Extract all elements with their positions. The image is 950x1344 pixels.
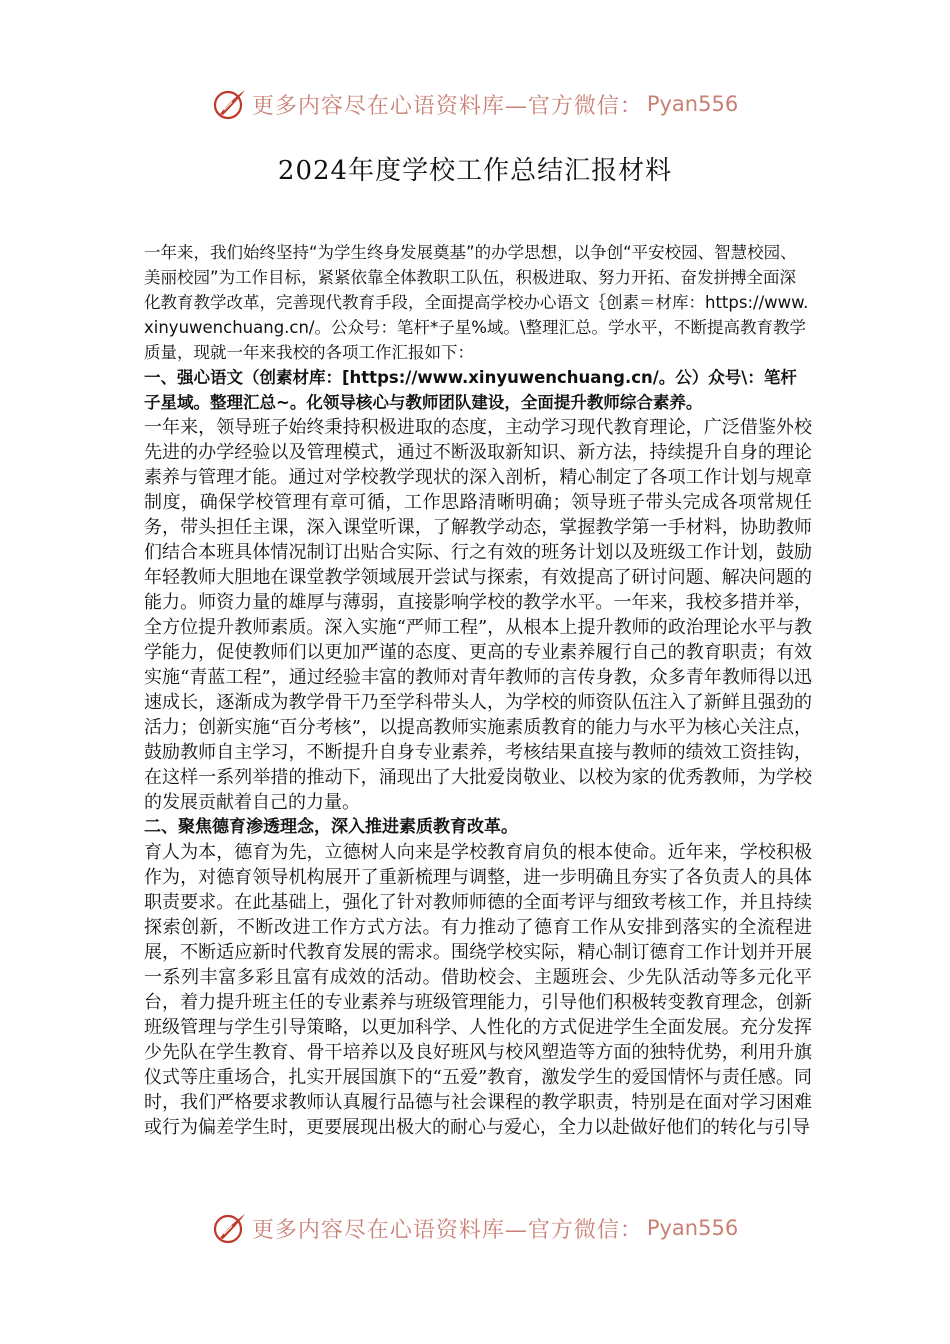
intro-paragraph: 一年来，我们始终坚持“为学生终身发展奠基”的办学思想，以争创“平安校园、智慧校园、美丽校园”为工作目标，紧紧依靠全体教职工队伍，积极进取、努力开拓、奋发拼搏全面深化教育教学改革，完善现代教育手段，全面提高学校办心语文｛创素＝材库：https://www.xinyuwenchuang.cn/。公众号：笔杆*子星%域。\整理汇总。学水平，不断提高教育教学质量，现就一年来我校的各项工作汇报如下： xyxy=(144,243,809,362)
banner-text: 更多内容尽在心语资料库—官方微信： xyxy=(251,93,643,119)
quill-pen-logo-icon xyxy=(212,86,248,122)
section-1-heading: 一、强心语文（创素材库：[https://www.xinyuwenchuang.cn/。公）众号\：笔杆子星域。整理汇总~。化领导核心与教师团队建设，全面提升教师综合素养。 xyxy=(144,368,797,412)
document-title: 2024年度学校工作总结汇报材料 xyxy=(277,156,673,186)
section-2-paragraph: 育人为本，德育为先，立德树人向来是学校教育肩负的根本使命。近年来，学校积极作为，对德育领导机构展开了重新梳理与调整，进一步明确且夯实了各负责人的具体职责要求。在此基础上，强化了针对教师师德的全面考评与细致考核工作，并且持续探索创新，不断改进工作方式方法。有力推动了德育工作从安排到落实的全流程进展，不断适应新时代教育发展的需求。围绕学校实际，精心制订德育工作计划并开展一系列丰富多彩且富有成效的活动。借助校会、主题班会、少先队活动等多元化平台，着力提升班主任的专业素养与班级管理能力，引导他们积极转变教育理念，创新班级管理与学生引导策略，以更加科学、人性化的方式促进学生全面发展。充分发挥少先队在学生教育、骨干培养以及良好班风与校风塑造等方面的独特优势，利用升旗仪式等庄重场合，扎实开展国旗下的“五爱”教育，激发学生的爱国情怀与责任感。同时，我们严格要求教师认真履行品德与社会课程的教学职责，特别是在面对学习困难或行为偏差学生时，更要展现出极大的耐心与爱心，全力以赴做好他们的转化与引导 xyxy=(144,842,812,1138)
section-2-heading: 二、聚焦德育渗透理念，深入推进素质教育改革。 xyxy=(144,817,518,837)
quill-pen-logo-icon xyxy=(212,1210,248,1246)
banner-wechat-id: Pyan556 xyxy=(646,92,739,116)
header-banner xyxy=(0,84,950,124)
footer-banner xyxy=(0,1208,950,1248)
banner-wechat-id: Pyan556 xyxy=(646,1216,739,1240)
banner-text: 更多内容尽在心语资料库—官方微信： xyxy=(251,1217,643,1243)
section-1-paragraph: 一年来，领导班子始终秉持积极进取的态度，主动学习现代教育理论，广泛借鉴外校先进的办学经验以及管理模式，通过不断汲取新知识、新方法，持续提升自身的理论素养与管理才能。通过对学校教学现状的深入剖析，精心制定了各项工作计划与规章制度，确保学校管理有章可循，工作思路清晰明确；领导班子带头完成各项常规任务，带头担任主课，深入课堂听课，了解教学动态，掌握教学第一手材料，协助教师们结合本班具体情况制订出贴合实际、行之有效的班务计划以及班级工作计划，鼓励年轻教师大胆地在课堂教学领域展开尝试与探索，有效提高了研讨问题、解决问题的能力。师资力量的雄厚与薄弱，直接影响学校的教学水平。一年来，我校多措并举，全方位提升教师素质。深入实施“严师工程”，从根本上提升教师的政治理论水平与教学能力，促使教师们以更加严谨的态度、更高的专业素养履行自己的教育职责；有效实施“青蓝工程”，通过经验丰富的教师对青年教师的言传身教，众多青年教师得以迅速成长，逐渐成为教学骨干乃至学科带头人，为学校的师资队伍注入了新鲜且强劲的活力；创新实施“百分考核”，以提高教师实施素质教育的能力与水平为核心关注点，鼓励教师自主学习，不断提升自身专业素养，考核结果直接与教师的绩效工资挂钩，在这样一系列举措的推动下，涌现出了大批爱岗敬业、以校为家的优秀教师，为学校的发展贡献着自己的力量。 xyxy=(144,417,812,813)
document-body xyxy=(144,240,812,1140)
